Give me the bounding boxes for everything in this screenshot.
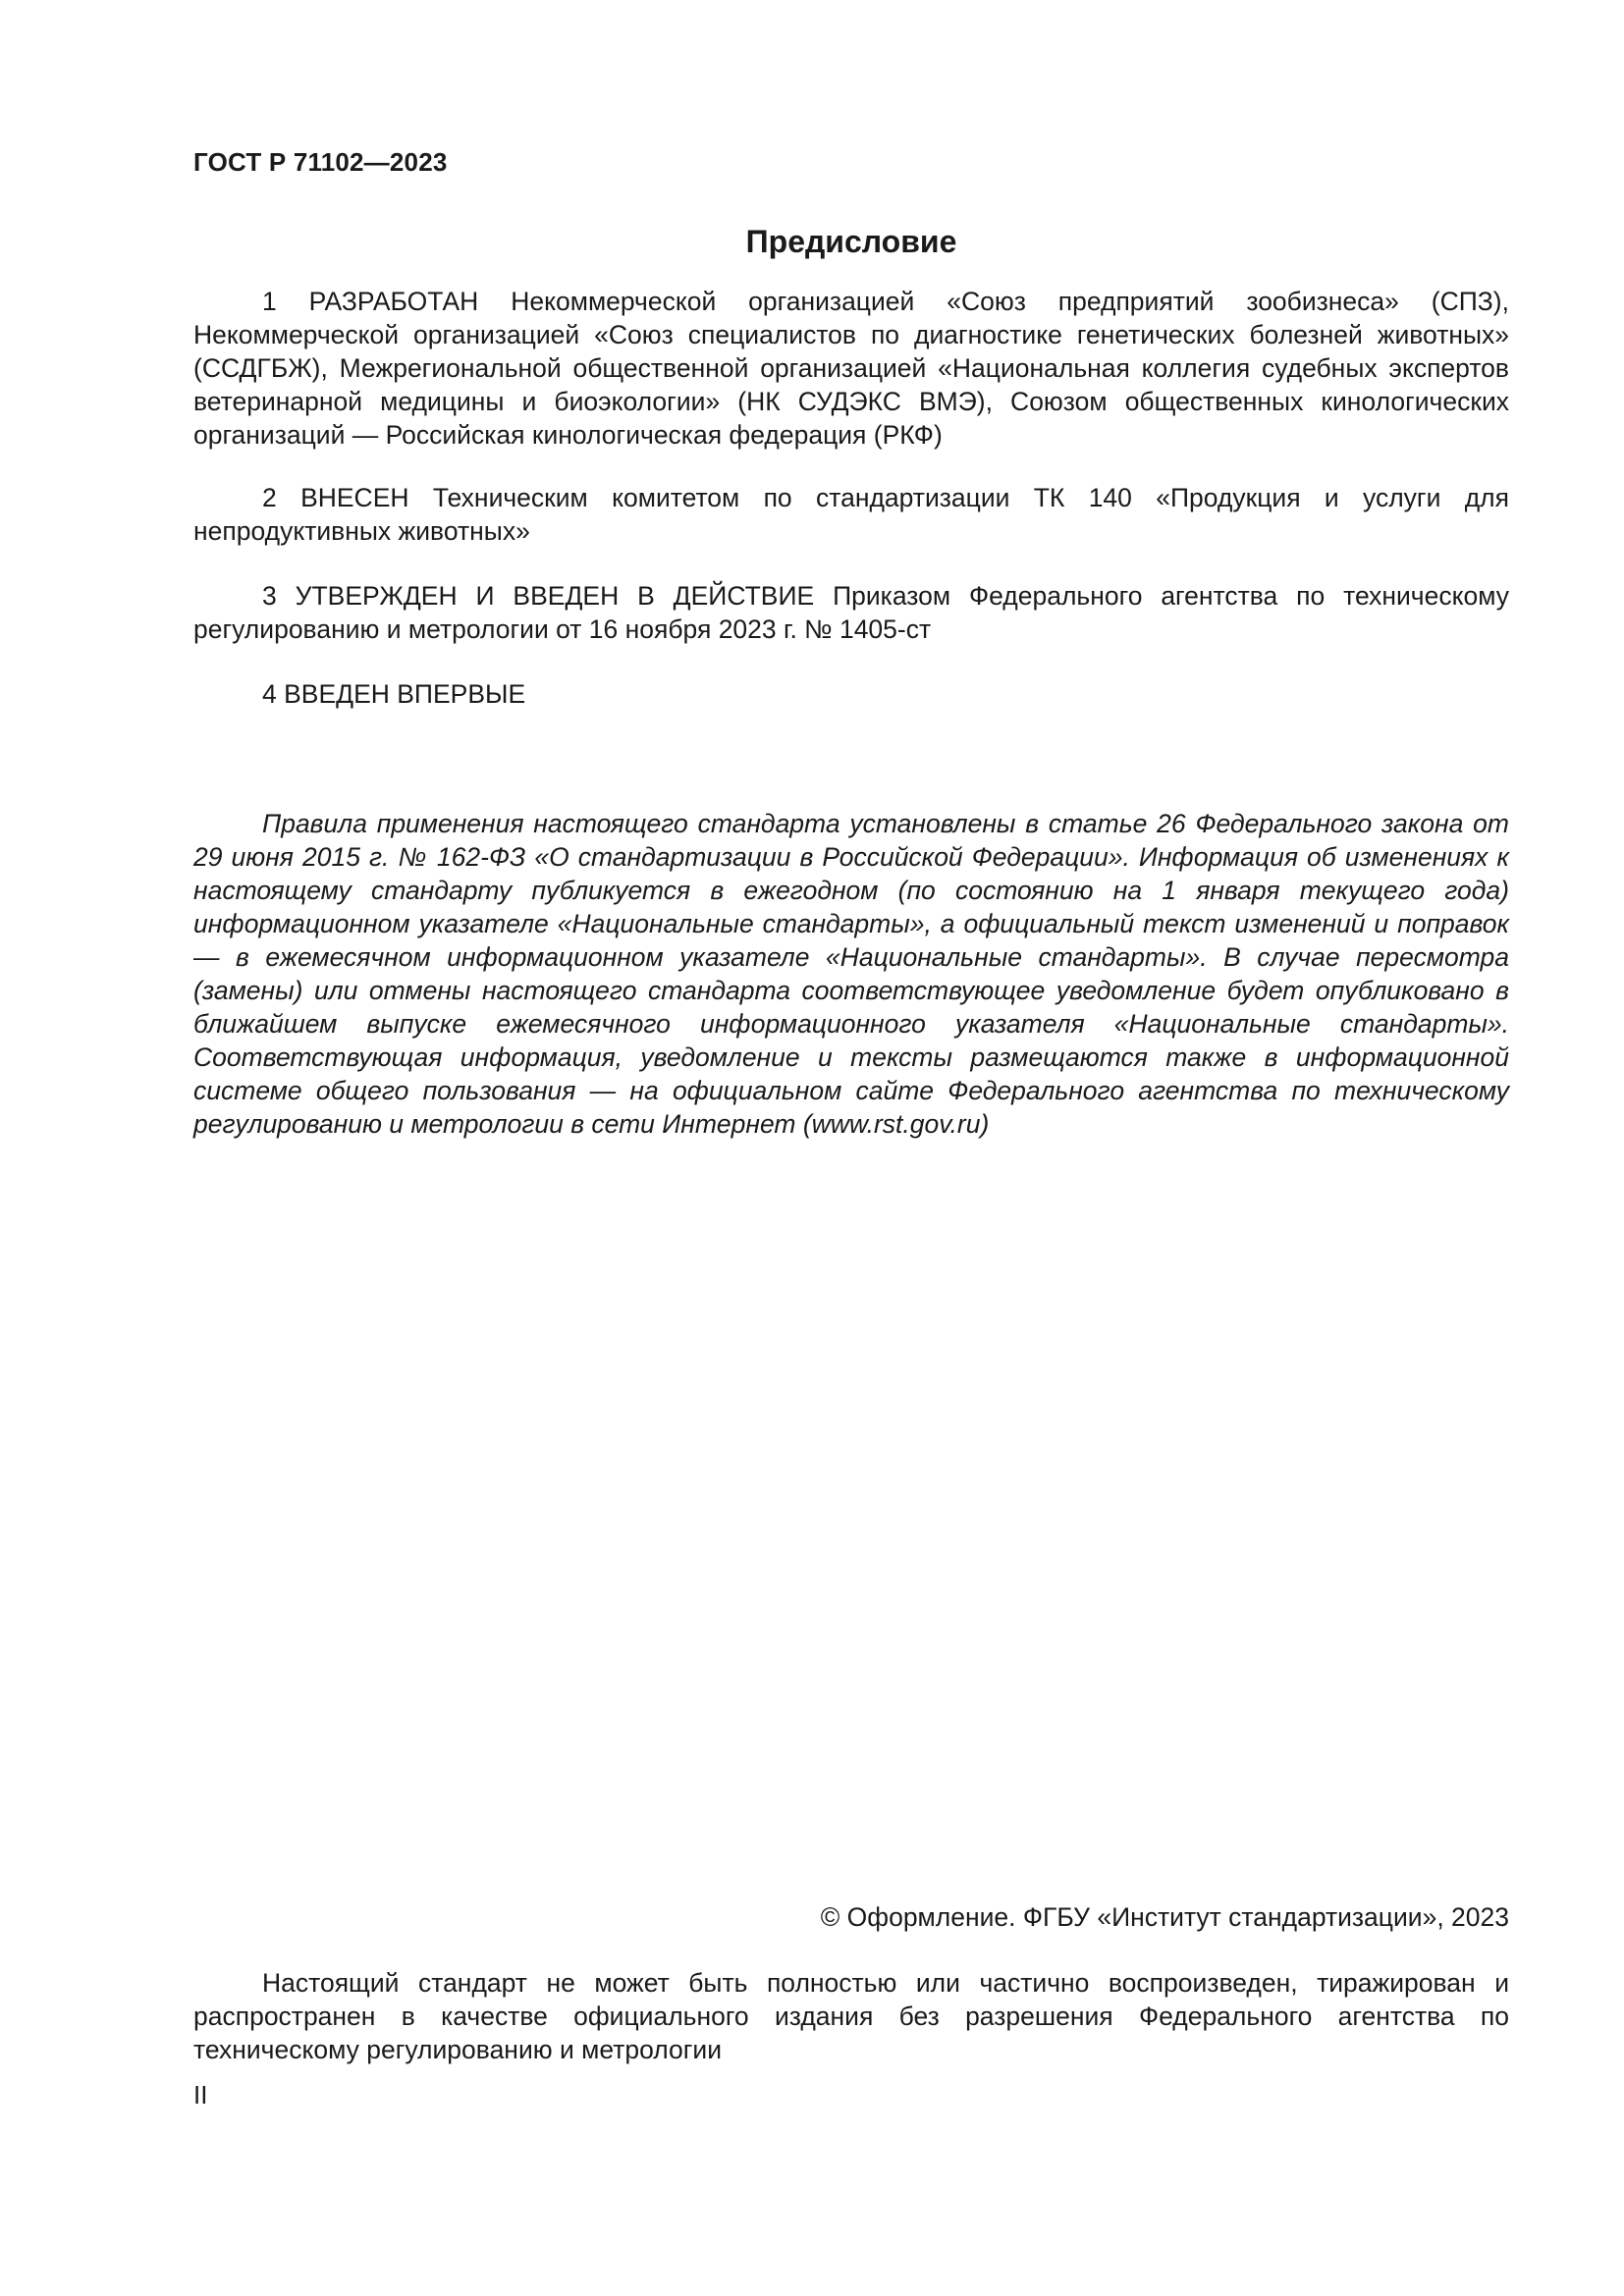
paragraph-submitted: 2 ВНЕСЕН Техническим комитетом по стандартизации ТК 140 «Продукция и услуги для непродуктивных животных»: [193, 483, 1509, 546]
standard-code: ГОСТ Р 71102—2023: [193, 147, 448, 177]
reproduction-notice: Настоящий стандарт не может быть полностью или частично воспроизведен, тиражирован и распространен в качестве официального издания без разрешения Федерального агентства по техническому регулированию и метрологии: [193, 1968, 1509, 2064]
page-title: Предисловие: [745, 224, 957, 259]
page-number: II: [193, 2080, 208, 2109]
copyright-line: © Оформление. ФГБУ «Институт стандартизации», 2023: [820, 1902, 1509, 1932]
paragraph-developed: 1 РАЗРАБОТАН Некоммерческой организацией «Союз предприятий зообизнеса» (СПЗ), Некоммерческой организацией «Союз специалистов по диагностике генетических болезней животных» (ССДГБЖ), Межрегиональной общественной организацией «Национальная коллегия судебных экспертов ветеринарной медицины и биоэкологии» (НК СУДЭКС ВМЭ), Союзом общественных кинологических организаций — Российская кинологическая федерация (РКФ): [193, 287, 1509, 450]
paragraph-first-introduced: 4 ВВЕДЕН ВПЕРВЫЕ: [262, 679, 526, 709]
application-rules-notice: Правила применения настоящего стандарта установлены в статье 26 Федерального закона от 29 июня 2015 г. № 162-ФЗ «О стандартизации в Российской Федерации». Информация об изменениях к настоящему стандарту публикуется в ежегодном (по состоянию на 1 января текущего года) информационном указателе «Национальные стандарты», а официальный текст изменений и поправок — в ежемесячном информационном указателе «Национальные стандарты». В случае пересмотра (замены) или отмены настоящего стандарта соответствующее уведомление будет опубликовано в ближайшем выпуске ежемесячного информационного указателя «Национальные стандарты». Соответствующая информация, уведомление и тексты размещаются также в информационной системе общего пользования — на официальном сайте Федерального агентства по техническому регулированию и метрологии в сети Интернет (www.rst.gov.ru): [193, 809, 1509, 1139]
paragraph-approved: 3 УТВЕРЖДЕН И ВВЕДЕН В ДЕЙСТВИЕ Приказом Федерального агентства по техническому регулированию и метрологии от 16 ноября 2023 г. № 1405-ст: [193, 581, 1509, 644]
